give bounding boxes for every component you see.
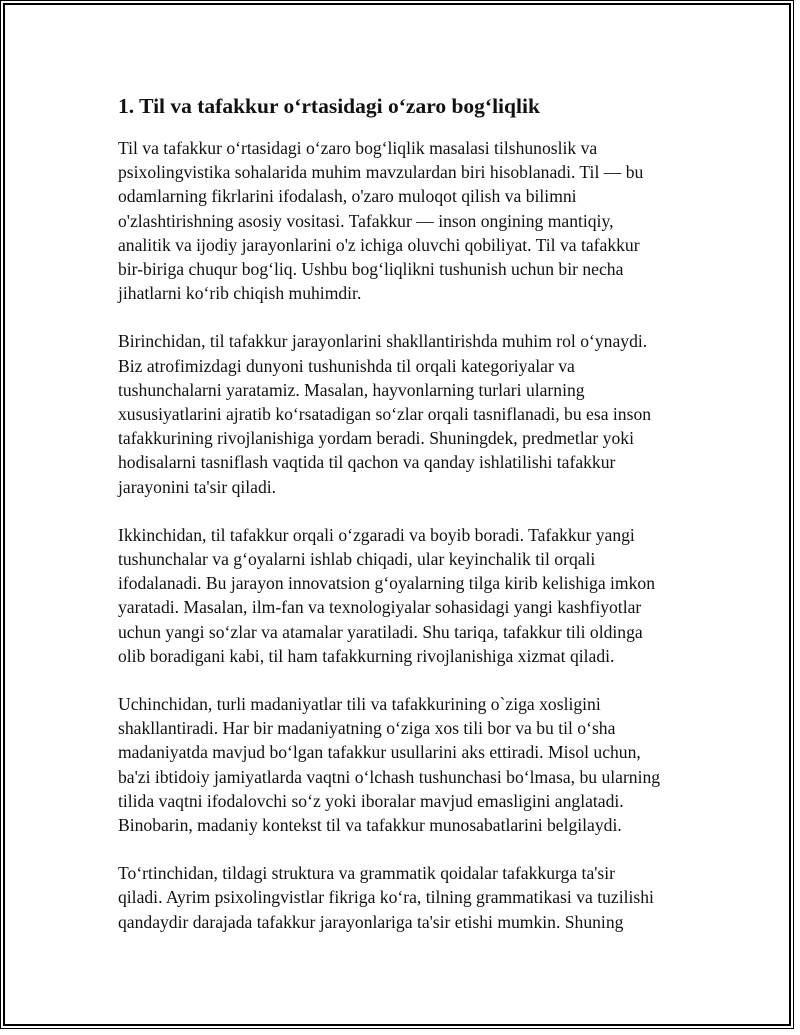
document-body [118, 92, 698, 958]
paragraph-4: Uchinchidan, turli madaniyatlar tili va tafakkurining o`ziga xosligini shakllantiradi. Har bir madaniyatning o‘ziga xos tili bor va bu til o‘sha madaniyatda mavjud bo‘lgan tafakkur usullarini aks ettiradi. Misol uchun, ba'zi ibtidoiy jamiyatlarda vaqtni o‘lchash tushunchasi bo‘lmasa, bu ularning tilida vaqtni ifodalovchi so‘z yoki iboralar mavjud emasligini anglatadi. Binobarin, madaniy kontekst til va tafakkur munosabatlarini belgilaydi. [118, 694, 661, 836]
paragraph-2: Birinchidan, til tafakkur jarayonlarini shakllantirishda muhim rol o‘ynaydi. Biz atrofimizdagi dunyoni tushunishda til orqali kategoriyalar va tushunchalarni yaratamiz. Masalan, hayvonlarning turlari ularning xususiyatlarini ajratib ko‘rsatadigan so‘zlar orqali tasniflanadi, bu esa inson tafakkurining rivojlanishiga yordam beradi. Shuningdek, predmetlar yoki hodisalarni tasniflash vaqtida til qachon va qanday ishlatilishi tafakkur jarayonini ta'sir qiladi. [118, 331, 652, 497]
paragraph-5: To‘rtinchidan, tildagi struktura va grammatik qoidalar tafakkurga ta'sir qiladi. Ayrim psixolingvistlar fikriga ko‘ra, tilning grammatikasi va tuzilishi qandaydir darajada tafakkur jarayonlariga ta'sir etishi mumkin. Shuning [118, 863, 654, 932]
paragraph-1: Til va tafakkur o‘rtasidagi o‘zaro bog‘liqlik masalasi tilshunoslik va psixolingvistika sohalarida muhim mavzulardan biri hisoblanadi. Til — bu odamlarning fikrlarini ifodalash, o'zaro muloqot qilish va bilimni o'zlashtirishning asosiy vositasi. Tafakkur — inson ongining mantiqiy, analitik va ijodiy jarayonlarini o'z ichiga oluvchi qobiliyat. Til va tafakkur bir-biriga chuqur bog‘liq. Ushbu bog‘liqlikni tushunish uchun bir necha jihatlarni ko‘rib chiqish muhimdir. [118, 138, 644, 304]
paragraph-3: Ikkinchidan, til tafakkur orqali o‘zgaradi va boyib boradi. Tafakkur yangi tushunchalar va g‘oyalarni ishlab chiqadi, ular keyinchalik til orqali ifodalanadi. Bu jarayon innovatsion g‘oyalarning tilga kirib kelishiga imkon yaratadi. Masalan, ilm-fan va texnologiyalar sohasidagi yangi kashfiyotlar uchun yangi so‘zlar va atamalar yaratiladi. Shu tariqa, tafakkur tili oldinga olib boradigani kabi, til ham tafakkurning rivojlanishiga xizmat qiladi. [118, 524, 655, 666]
section-heading: 1. Til va tafakkur o‘rtasidagi o‘zaro bog‘liqlik [118, 94, 540, 118]
